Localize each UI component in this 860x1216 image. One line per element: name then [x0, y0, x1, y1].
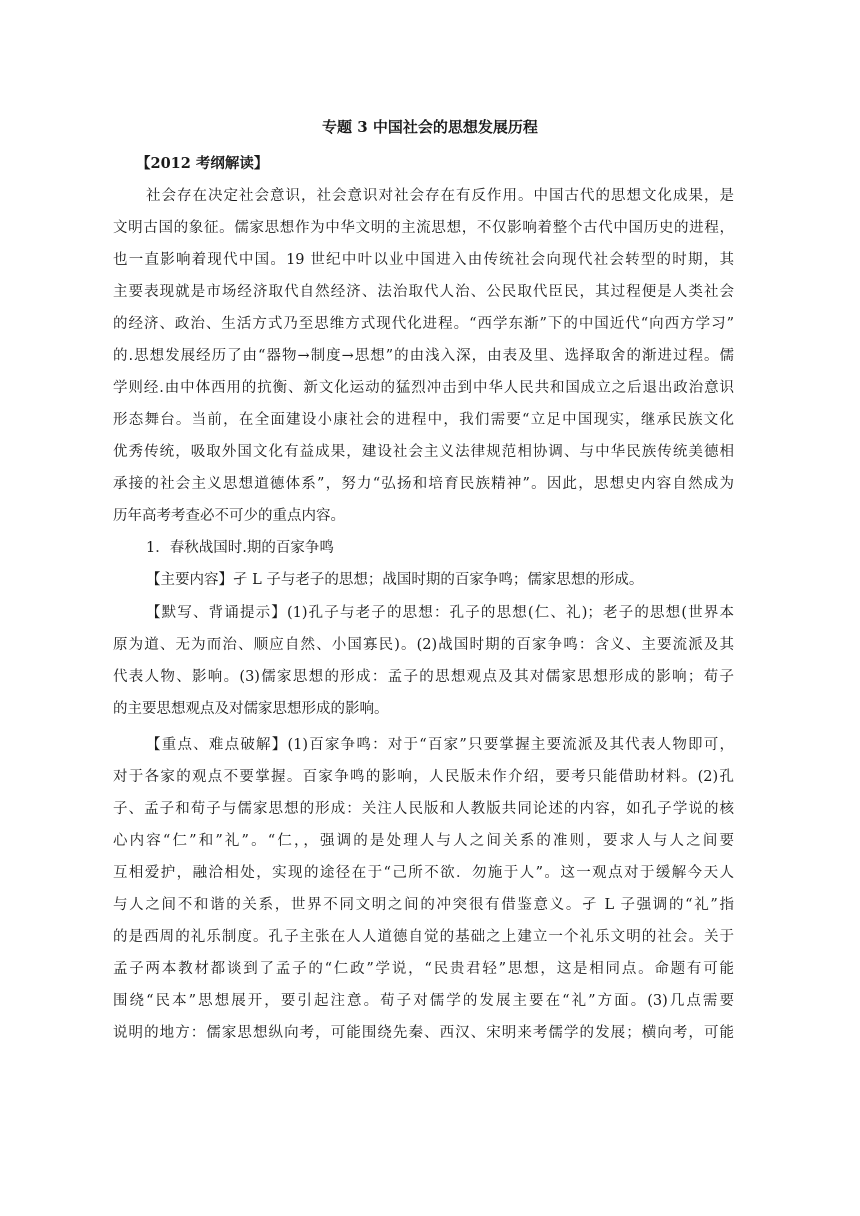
paragraph-line: 文明古国的象征。儒家思想作为中华文明的主流思想，不仅影响着整个古代中国历史的进程，	[113, 220, 734, 236]
key-points-line: 互相爱护，融洽相处，实现的途径在于“己所不欲．勿施于人”。这一观点对于缓解今天人	[113, 865, 734, 881]
key-points-line: 围绕“民本”思想展开，要引起注意。荀子对儒学的发展主要在“礼”方面。(3)几点需要	[113, 993, 734, 1009]
list-item-heading: 1．春秋战国时.期的百家争鸣	[146, 540, 334, 556]
paragraph-line: 也一直影响着现代中国。19 世纪中叶以业中国进入由传统社会向现代社会转型的时期，其	[113, 252, 734, 268]
paragraph-line: 历年高考考查必不可少的重点内容。	[113, 508, 345, 524]
key-points-line: 心内容“仁”和”礼”。“仁，，强调的是处理人与人之间关系的准则，要求人与人之间要	[113, 833, 734, 849]
recite-line: 代表人物、影响。(3)儒家思想的形成：孟子的思想观点及其对儒家思想形成的影响；荀子	[113, 669, 734, 685]
recite-line: 原为道、无为而治、顺应自然、小国寡民)。(2)战国时期的百家争鸣：含义、主要流派及其	[113, 637, 734, 653]
key-points-line: 说明的地方：儒家思想纵向考，可能围绕先秦、西汉、宋明来考儒学的发展；横向考，可能	[113, 1025, 734, 1041]
key-points-line: 与人之间不和谐的关系，世界不同文明之间的冲突很有借鉴意义。孑 L 子强调的“礼”指	[113, 897, 734, 913]
paragraph-line: 主要表现就是市场经济取代自然经济、法治取代人治、公民取代臣民，其过程便是人类社会	[113, 284, 734, 300]
document-title: 专题 3 中国社会的思想发展历程	[322, 118, 538, 136]
paragraph-line: 的.思想发展经历了由“器物→制度→思想”的由浅入深，由表及里、选择取舍的渐进过程。儒	[113, 348, 734, 364]
section-heading: 【2012 考纲解读】	[136, 155, 269, 172]
paragraph-line: 形态舞台。当前，在全面建设小康社会的进程中，我们需要“立足中国现实，继承民族文化	[113, 412, 734, 428]
key-points-line: 【重点、难点破解】(1)百家争鸣：对于“百家”只要掌握主要流派及其代表人物即可，	[146, 737, 734, 753]
paragraph-line: 学则经.由中体西用的抗衡、新文化运动的猛烈冲击到中华人民共和国成立之后退出政治意识	[113, 380, 734, 396]
key-points-line: 子、孟子和荀子与儒家思想的形成：关注人民版和人教版共同论述的内容，如孔子学说的核	[113, 801, 734, 817]
paragraph-line: 承接的社会主义思想道德体系”，努力“弘扬和培育民族精神”。因此，思想史内容自然成为	[113, 476, 734, 492]
paragraph-line: 的经济、政治、生活方式乃至思维方式现代化进程。“西学东渐”下的中国近代“向西方学习”	[113, 316, 734, 332]
key-points-line: 的是西周的礼乐制度。孔子主张在人人道德自觉的基础之上建立一个礼乐文明的社会。关于	[113, 929, 734, 945]
recite-line: 【默写、背诵提示】(1)孔子与老子的思想：孔子的思想(仁、礼)；老子的思想(世界本	[146, 605, 734, 621]
paragraph-line: 优秀传统，吸取外国文化有益成果，建设社会主义法律规范相协调、与中华民族传统美德相	[113, 444, 734, 460]
paragraph-line: 社会存在决定社会意识，社会意识对社会存在有反作用。中国古代的思想文化成果，是	[146, 188, 734, 204]
recite-line: 的主要思想观点及对儒家思想形成的影响。	[113, 701, 389, 717]
key-points-line: 孟子两本教材都谈到了孟子的“仁政”学说，“民贵君轻”思想，这是相同点。命题有可能	[113, 961, 734, 977]
main-content-line: 【主要内容】孑 L 子与老子的思想；战国时期的百家争鸣；儒家思想的形成。	[146, 572, 644, 588]
key-points-line: 对于各家的观点不要掌握。百家争鸣的影响，人民版未作介绍，要考只能借助材料。(2)孔	[113, 769, 734, 785]
